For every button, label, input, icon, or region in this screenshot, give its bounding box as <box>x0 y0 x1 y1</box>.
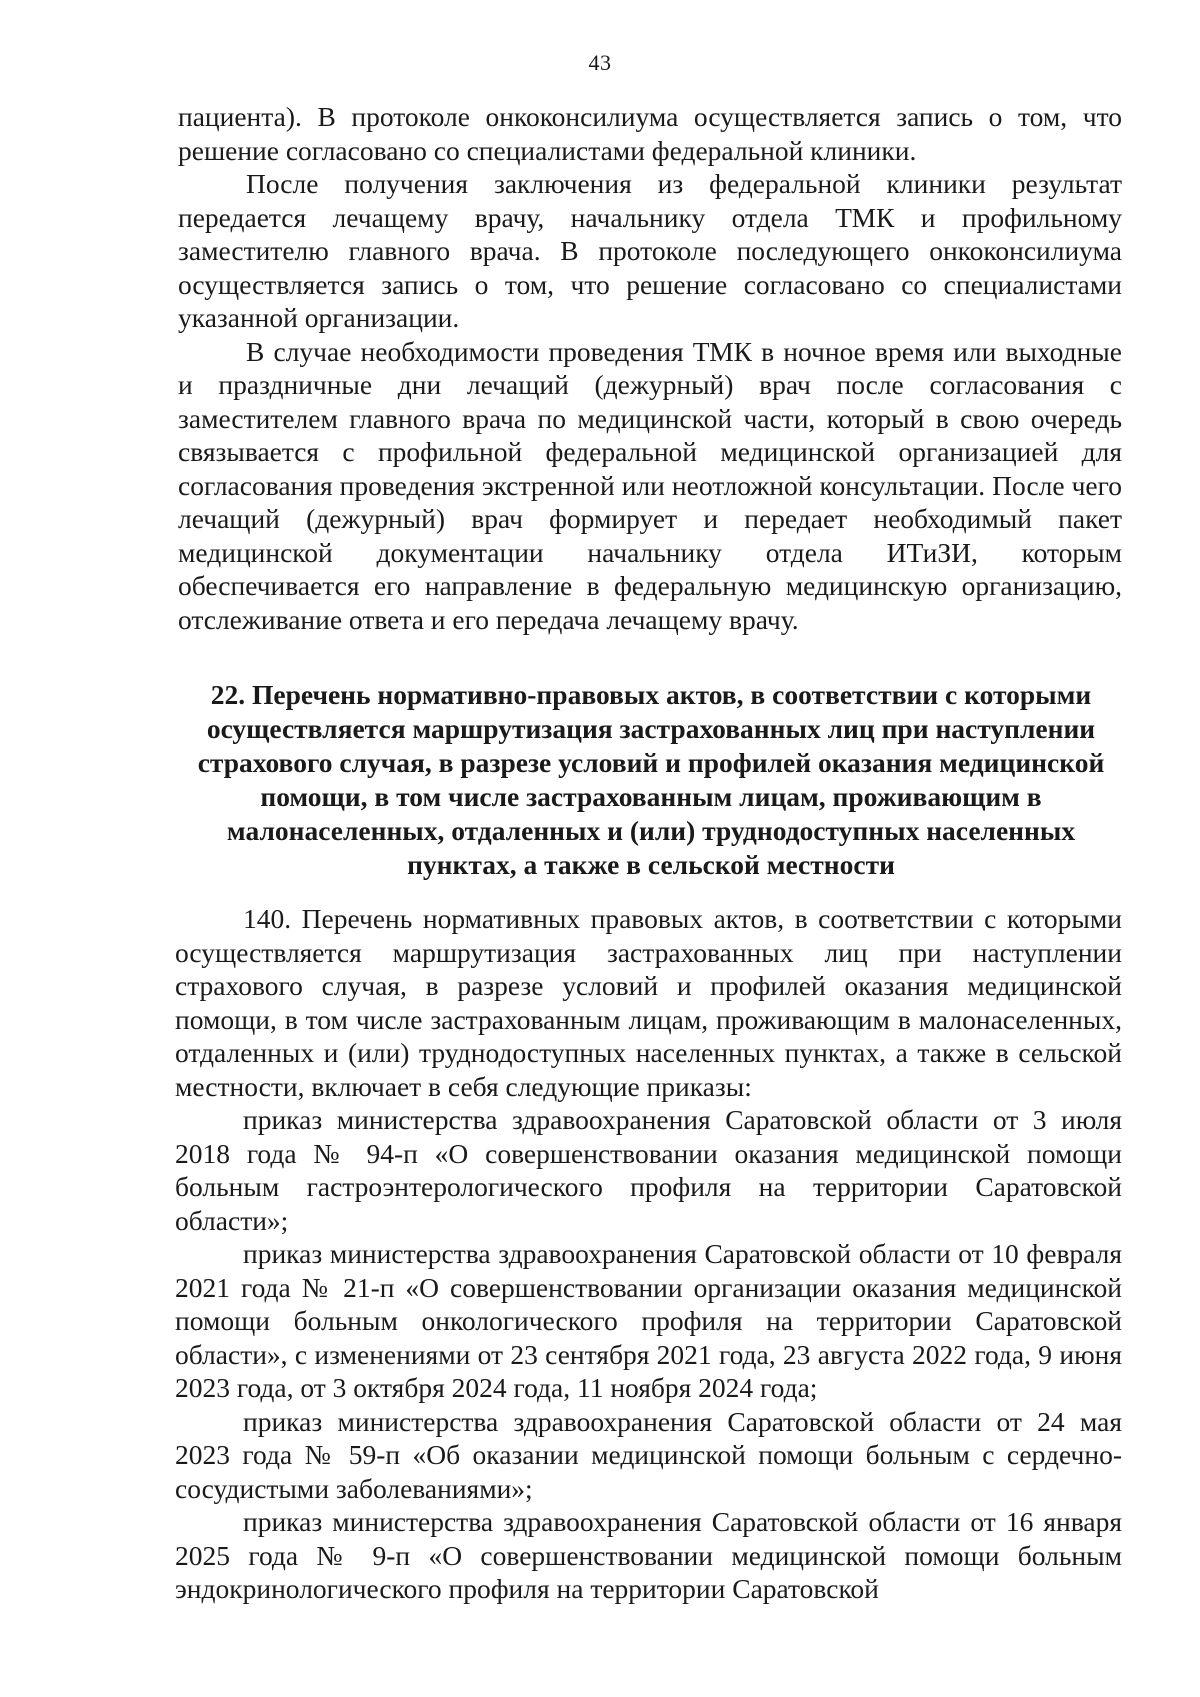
heading-line: 22. Перечень нормативно-правовых актов, в соответствии с которыми <box>210 679 1092 710</box>
order-item: приказ министерства здравоохранения Саратовской области от 24 мая 2023 года № 59-п «Об оказании медицинской помощи больным с сердечно-сосудистыми заболеваниями»; <box>175 1405 1122 1504</box>
top-text-block <box>178 100 1122 636</box>
page-number: 43 <box>588 50 612 75</box>
heading-line: малонаселенных, отдаленных и (или) труднодоступных населенных <box>226 815 1076 846</box>
heading-line: помощи, в том числе застрахованным лицам, проживающим в <box>260 781 1042 812</box>
heading-line: страхового случая, в разрезе условий и профилей оказания медицинской <box>197 747 1105 778</box>
paragraph-140: 140. Перечень нормативных правовых актов, в соответствии с которыми осуществляется маршрутизация застрахованных лиц при наступлении страхового случая, в разрезе условий и профилей оказания медицинской помощи, в том числе застрахованным лицам, проживающим в малонаселенных, отдаленных и (или) труднодоступных населенных пунктах, а также в сельской местности, включает в себя следующие приказы: <box>175 903 1122 1102</box>
paragraph-night-tmk: В случае необходимости проведения ТМК в ночное время или выходные и праздничные дни лечащий (дежурный) врач после согласования с заместителем главного врача по медицинской части, который в свою очередь связывается с профильной федеральной медицинской организацией для согласования проведения экстренной или неотложной консультации. После чего лечащий (дежурный) врач формирует и передает необходимый пакет медицинской документации начальнику отдела ИТиЗИ, которым обеспечивается его направление в федеральную медицинскую организацию, отслеживание ответа и его передача лечащему врачу. <box>178 335 1122 635</box>
heading-line: пунктах, а также в сельской местности <box>407 849 895 880</box>
section-heading-22 <box>170 678 1132 882</box>
body-text-block <box>175 902 1122 1606</box>
paragraph-continuation: пациента). В протоколе онкоконсилиума осуществляется запись о том, что решение согласовано со специалистами федеральной клиники. <box>178 101 1122 166</box>
order-item: приказ министерства здравоохранения Саратовской области от 16 января 2025 года № 9-п «О совершенствовании медицинской помощи больным эндокринологического профиля на территории Саратовской <box>175 1506 1122 1604</box>
order-item: приказ министерства здравоохранения Саратовской области от 3 июля 2018 года № 94-п «О совершенствовании оказания медицинской помощи больным гастроэнтерологического профиля на территории Саратовской области»; <box>175 1104 1122 1236</box>
order-item: приказ министерства здравоохранения Саратовской области от 10 февраля 2021 года № 21-п «О совершенствовании организации оказания медицинской помощи больным онкологического профиля на территории Саратовской области», с изменениями от 23 сентября 2021 года, 23 августа 2022 года, 9 июня 2023 года, от 3 октября 2024 года, 11 ноября 2024 года; <box>175 1238 1122 1403</box>
paragraph-federal-clinic-result: После получения заключения из федеральной клиники результат передается лечащему врачу, начальнику отдела ТМК и профильному заместителю главного врача. В протоколе последующего онкоконсилиума осуществляется запись о том, что решение согласовано со специалистами указанной организации. <box>178 168 1122 333</box>
heading-line: осуществляется маршрутизация застрахованных лиц при наступлении <box>206 713 1096 744</box>
